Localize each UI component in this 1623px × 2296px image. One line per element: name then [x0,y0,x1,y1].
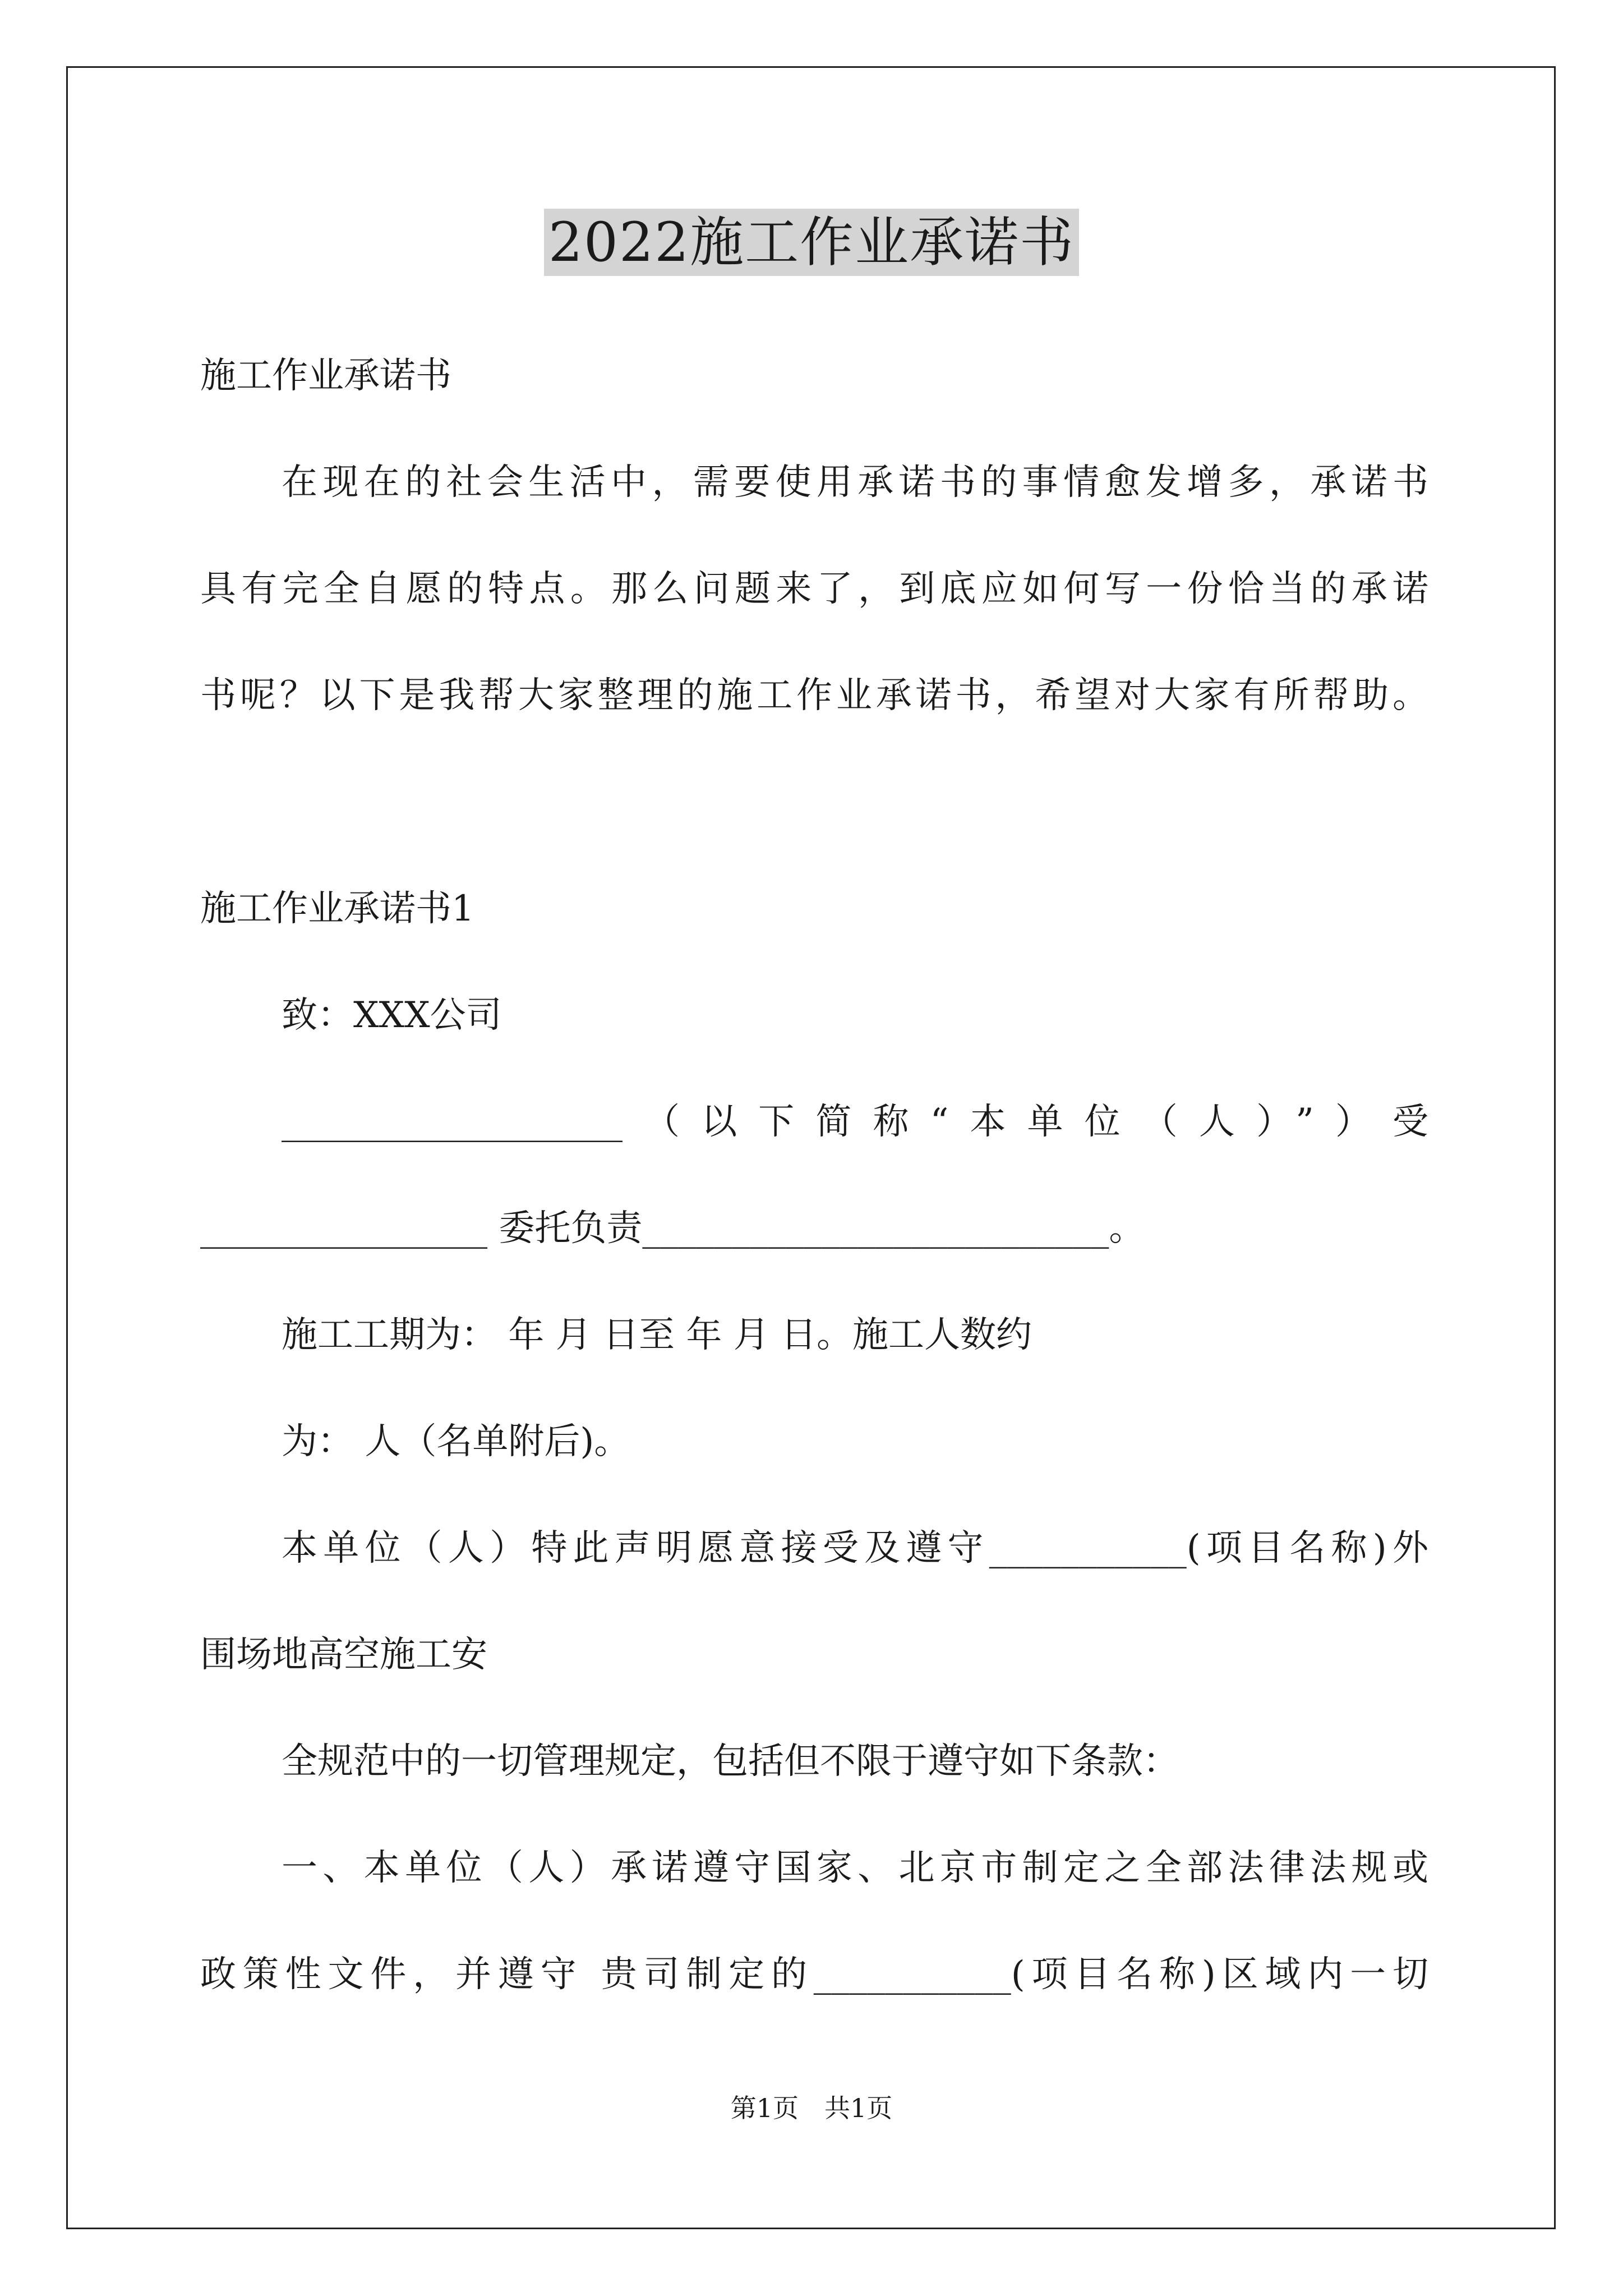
paragraph-1-line-1: ___________________（以下简称“本单位（人）”）受 [282,1101,1428,1143]
intro-line-1: 在现在的社会生活中，需要使用承诺书的事情愈发增多，承诺书 [282,462,1428,503]
addressee-line: 致：XXX公司 [282,995,502,1036]
paragraph-1-line-2: ________________ 委托负责__________________________。 [200,1208,1145,1249]
document-heading: 施工作业承诺书 [200,355,451,397]
paragraph-3-line-1: 本单位（人）特此声明愿意接受及遵守___________(项目名称)外 [282,1527,1428,1569]
section-heading: 施工作业承诺书1 [200,888,474,930]
paragraph-2-line-2: 为： 人（名单附后)。 [282,1421,630,1462]
paragraph-2-line-1: 施工工期为： 年 月 日至 年 月 日。施工人数约 [282,1314,1032,1356]
page-footer: 第1页 共1页 [730,2093,893,2123]
intro-line-2: 具有完全自愿的特点。那么问题来了，到底应如何写一份恰当的承诺 [200,568,1428,610]
paragraph-5-line-1: 一、本单位（人）承诺遵守国家、北京市制定之全部法律法规或 [282,1847,1428,1889]
paragraph-5-line-2: 政策性文件，并遵守 贵司制定的___________(项目名称)区域内一切 [200,1954,1428,1995]
document-title [0,209,1623,276]
paragraph-4-line-1: 全规范中的一切管理规定，包括但不限于遵守如下条款： [282,1741,1179,1782]
intro-line-3: 书呢？以下是我帮大家整理的施工作业承诺书，希望对大家有所帮助。 [200,675,1428,716]
paragraph-3-line-2: 围场地高空施工安 [200,1634,487,1676]
document-title-text: 2022施工作业承诺书 [544,209,1079,276]
